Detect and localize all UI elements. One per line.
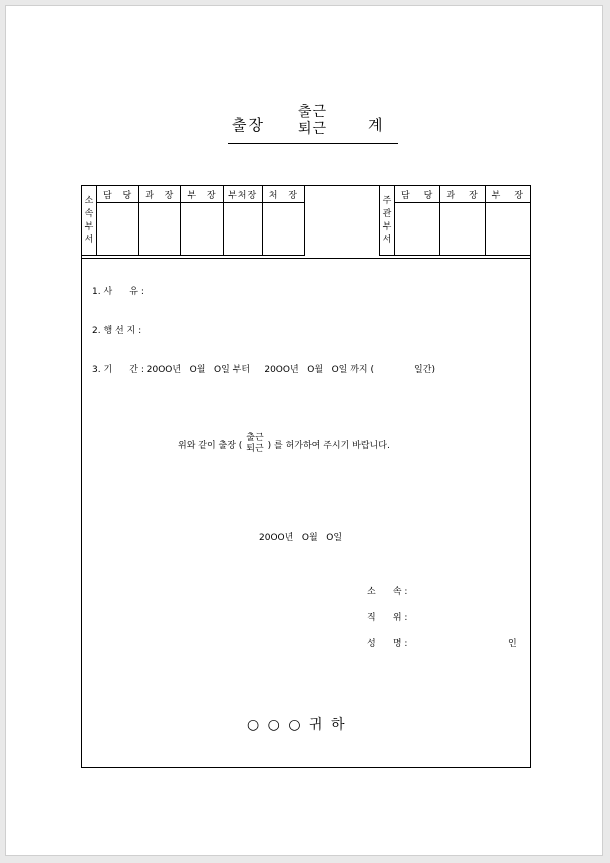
form-body [81,185,531,768]
title-suffix: 계 [368,116,383,134]
title-trip: 출장 [232,116,265,134]
approval-left-side-label: 소 속 부 서 [82,186,97,256]
approval-right-header-2: 과 장 [440,186,485,203]
approval-right-header-3: 부 장 [485,186,530,203]
request-stack-top: 출근 [246,433,264,443]
request-date: 20OO년 O월 O일 [259,533,343,543]
approval-left-header-1: 담 당 [97,186,139,203]
request-after: ) 를 허가하여 주시기 바랍니다. [267,440,390,451]
field-period: 3. 기 간 : 20OO년 O월 O일 부터 20OO년 O월 O일 까지 ( 일간) [92,365,435,375]
applicant-affiliation: 소 속 : [367,587,408,597]
request-stack-bottom: 퇴근 [246,444,264,454]
approval-left-header-2: 과 장 [139,186,181,203]
title-stack-bottom: 퇴근 [298,121,328,137]
approval-right-header-1: 담 당 [395,186,440,203]
title-stack [298,104,327,138]
request-before: 위와 같이 출장 ( [178,440,243,451]
field-destination: 2. 행 선 지 : [92,326,142,336]
approval-left-header-5: 처 장 [262,186,304,203]
seal-mark: 인 [508,639,517,649]
title-stack-top: 출근 [298,104,328,120]
document-page [5,5,603,856]
request-sentence [178,433,390,455]
approval-left-header-4: 부처장 [223,186,262,203]
addressee: ○ ○ ○ 귀 하 [247,717,347,733]
request-stack [246,433,263,455]
approval-left-header-3: 부 장 [181,186,223,203]
field-reason: 1. 사 유 : [92,287,144,297]
approval-divider [82,258,530,259]
applicant-position: 직 위 : [367,613,408,623]
approval-right-side-label: 주 관 부 서 [380,186,395,256]
applicant-name: 성 명 : [367,639,408,649]
title-underline [228,143,398,144]
